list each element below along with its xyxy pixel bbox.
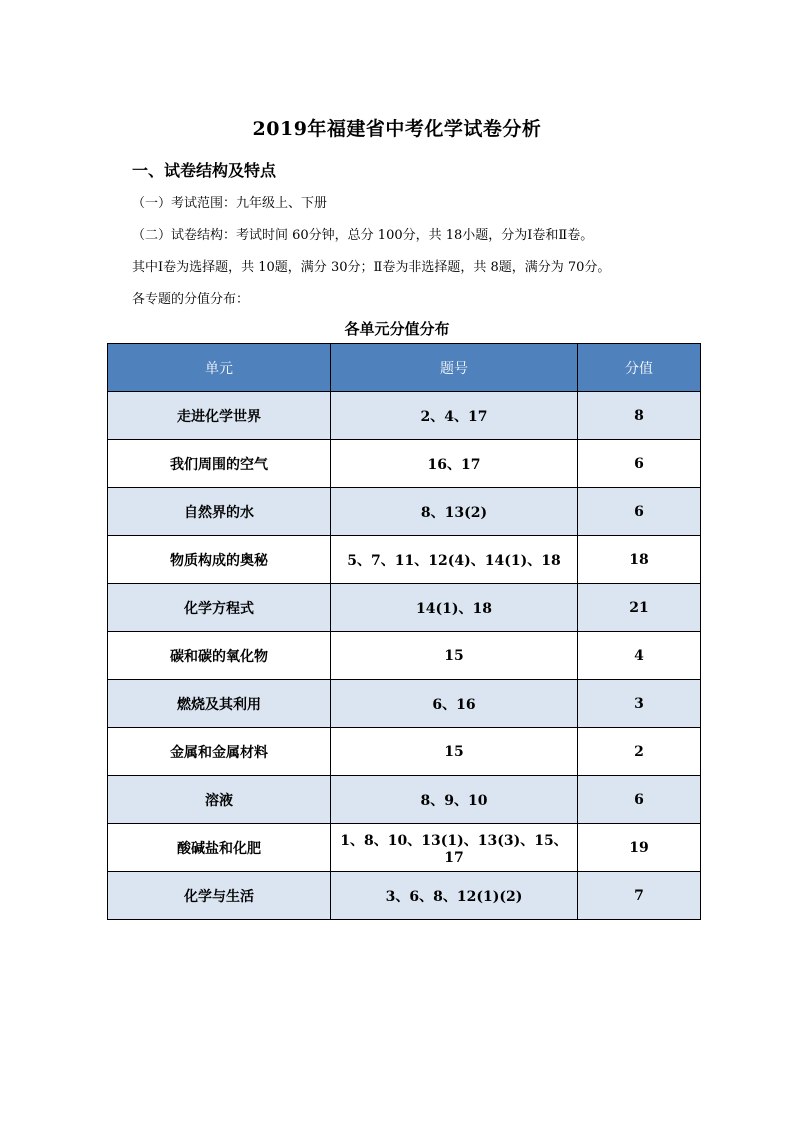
- cell-questions: 5、7、11、12(4)、14(1)、18: [331, 536, 578, 584]
- cell-questions: 2、4、17: [331, 392, 578, 440]
- table-row: [108, 440, 701, 488]
- header-unit: 单元: [108, 344, 331, 392]
- table-row: [108, 536, 701, 584]
- paper-split-paragraph: 其中Ⅰ卷为选择题，共 10题，满分 30分；Ⅱ卷为非选择题，共 8题，满分为 70分。: [132, 260, 611, 275]
- cell-questions: 8、13(2): [331, 488, 578, 536]
- cell-questions: 1、8、10、13(1)、13(3)、15、17: [331, 824, 578, 872]
- cell-questions: 15: [331, 632, 578, 680]
- table-row: [108, 392, 701, 440]
- table-row: [108, 632, 701, 680]
- table-row: [108, 776, 701, 824]
- cell-unit: 物质构成的奥秘: [108, 536, 331, 584]
- section-heading: 一、试卷结构及特点: [132, 161, 277, 180]
- cell-score: 6: [578, 776, 701, 824]
- cell-questions: 8、9、10: [331, 776, 578, 824]
- page-title: 2019年福建省中考化学试卷分析: [252, 118, 542, 140]
- cell-score: 18: [578, 536, 701, 584]
- cell-score: 3: [578, 680, 701, 728]
- cell-score: 6: [578, 488, 701, 536]
- cell-questions: 16、17: [331, 440, 578, 488]
- table-row: [108, 488, 701, 536]
- cell-score: 8: [578, 392, 701, 440]
- table-row: [108, 872, 701, 920]
- cell-score: 7: [578, 872, 701, 920]
- exam-scope-paragraph: （一）考试范围：九年级上、下册: [132, 196, 328, 211]
- cell-score: 6: [578, 440, 701, 488]
- exam-structure-paragraph: （二）试卷结构：考试时间 60分钟，总分 100分，共 18小题，分为Ⅰ卷和Ⅱ卷。: [132, 228, 594, 243]
- cell-score: 4: [578, 632, 701, 680]
- table-row: [108, 680, 701, 728]
- cell-questions: 6、16: [331, 680, 578, 728]
- cell-unit: 碳和碳的氧化物: [108, 632, 331, 680]
- cell-unit: 我们周围的空气: [108, 440, 331, 488]
- cell-score: 2: [578, 728, 701, 776]
- distribution-intro-paragraph: 各专题的分值分布：: [132, 292, 250, 307]
- table-row: [108, 584, 701, 632]
- table-row: [108, 824, 701, 872]
- header-question-numbers: 题号: [331, 344, 578, 392]
- score-distribution-table: [107, 343, 701, 920]
- cell-questions: 3、6、8、12(1)(2): [331, 872, 578, 920]
- cell-unit: 燃烧及其利用: [108, 680, 331, 728]
- cell-unit: 自然界的水: [108, 488, 331, 536]
- header-score: 分值: [578, 344, 701, 392]
- cell-unit: 化学方程式: [108, 584, 331, 632]
- cell-questions: 15: [331, 728, 578, 776]
- table-caption: 各单元分值分布: [344, 320, 450, 338]
- cell-unit: 化学与生活: [108, 872, 331, 920]
- cell-score: 19: [578, 824, 701, 872]
- cell-unit: 金属和金属材料: [108, 728, 331, 776]
- cell-unit: 酸碱盐和化肥: [108, 824, 331, 872]
- cell-questions: 14(1)、18: [331, 584, 578, 632]
- table-header-row: [108, 344, 701, 392]
- cell-score: 21: [578, 584, 701, 632]
- table-row: [108, 728, 701, 776]
- cell-unit: 走进化学世界: [108, 392, 331, 440]
- cell-unit: 溶液: [108, 776, 331, 824]
